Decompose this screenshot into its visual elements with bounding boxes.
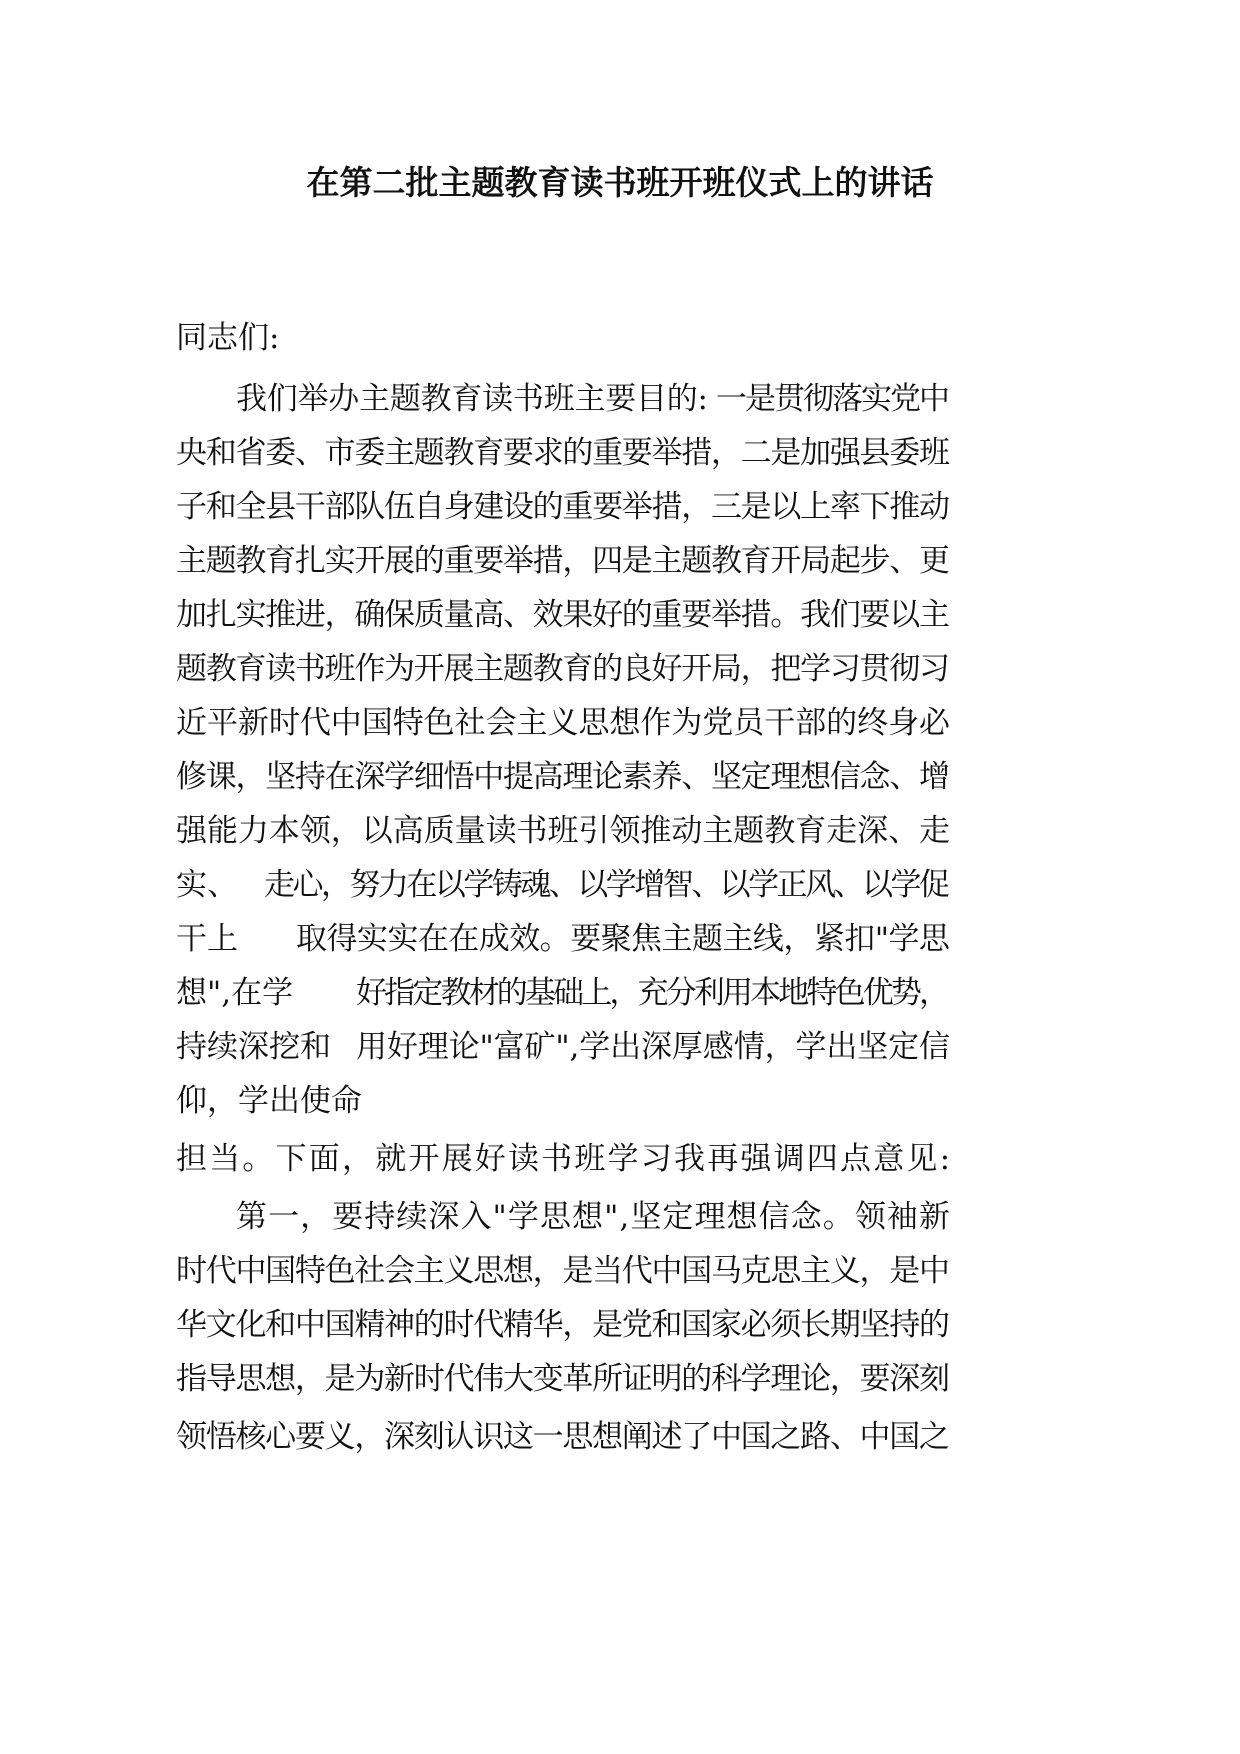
line-segment: 一是贯彻落实党中 bbox=[716, 381, 948, 417]
line-segment: 强能力本领，以高质量读书班引领推动主题教育走深、走 bbox=[176, 813, 950, 849]
line-segment: 领悟核心要义，深刻认识这一思想阐述了中国之路、中国之 bbox=[176, 1419, 949, 1455]
line-segment: 实、 bbox=[176, 867, 238, 903]
greeting-text: 同志们: bbox=[176, 320, 280, 356]
line-segment: 修课，坚持在深学细悟中提高理论素养、坚定理想信念、增 bbox=[176, 759, 949, 795]
line-segment: 仰，学出使命 bbox=[176, 1083, 362, 1119]
line-segment: 央和省委、市委主题教育要求的重要举措，二是加强县委班 bbox=[176, 435, 949, 471]
line-segment: 主题教育扎实开展的重要举措，四是主题教育开局起步、更 bbox=[176, 543, 949, 579]
line-segment: 持续深挖和 bbox=[176, 1029, 331, 1065]
line-segment: 加扎实推进，确保质量高、效果好的重要举措。我们要以主 bbox=[176, 597, 949, 633]
line-segment: 指导思想，是为新时代伟大变革所证明的科学理论，要深刻 bbox=[176, 1361, 949, 1397]
line-segment: 走心，努力在以学铸魂、以学增智、以学正风、以学促 bbox=[264, 867, 948, 903]
line-segment: 子和全县干部队伍自身建设的重要举措，三是以上率下推动 bbox=[176, 489, 949, 525]
line-segment: 干上 bbox=[176, 921, 238, 957]
line-segment: 题教育读书班作为开展主题教育的良好开局，把学习贯彻习 bbox=[176, 651, 949, 687]
line-segment: 时代中国特色社会主义思想，是当代中国马克思主义，是中 bbox=[176, 1253, 949, 1289]
line-segment: 第一，要持续深入"学思想",坚定理想信念。领袖新 bbox=[236, 1199, 952, 1235]
line-segment: 华文化和中国精神的时代精华，是党和国家必须长期坚持的 bbox=[176, 1307, 949, 1343]
document-title: 在第二批主题教育读书班开班仪式上的讲话 bbox=[306, 163, 934, 202]
line-segment: 近平新时代中国特色社会主义思想作为党员干部的终身必 bbox=[176, 705, 950, 741]
line-segment: 我们举办主题教育读书班主要目的: bbox=[236, 381, 708, 417]
line-segment: 好指定教材的基础上，充分利用本地特色优势， bbox=[356, 975, 948, 1011]
line-segment: 想",在学 bbox=[176, 975, 294, 1011]
line-segment: 取得实实在在成效。要聚焦主题主线，紧扣"学思 bbox=[296, 921, 950, 957]
line-segment: 用好理论"富矿",学出深厚感情，学出坚定信 bbox=[356, 1029, 950, 1065]
line-segment: 担当。下面，就开展好读书班学习我再强调四点意见: bbox=[176, 1141, 953, 1177]
